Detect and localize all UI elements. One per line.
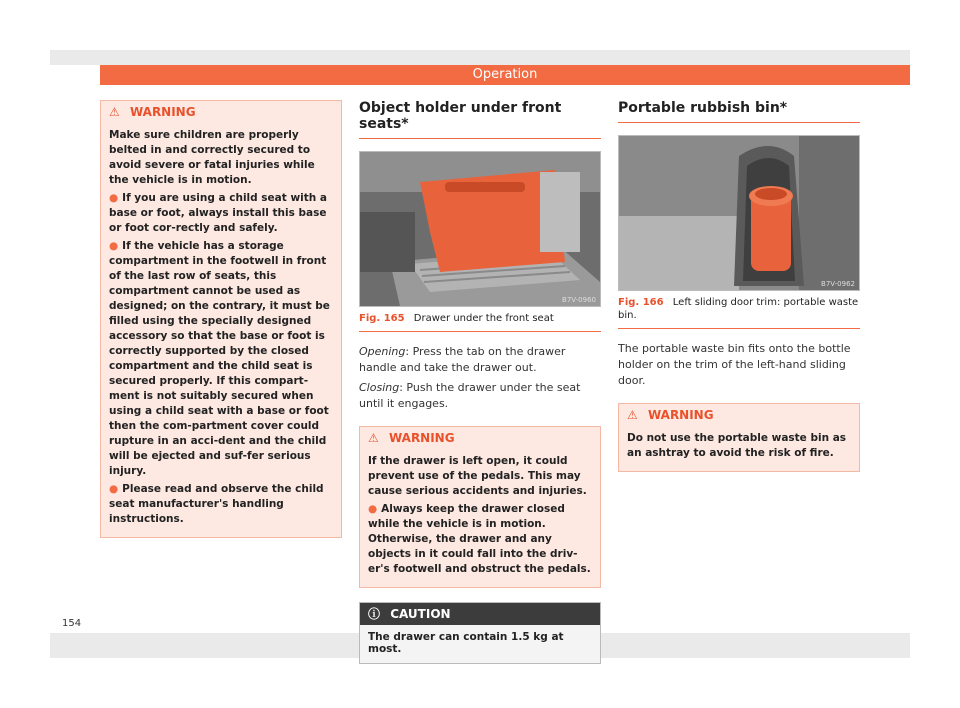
warning-bullet: ● If you are using a child seat with a base or foot, always install this base or foot cor-rectly and safely. (109, 192, 327, 234)
figure-caption (618, 291, 860, 329)
caution-body: The drawer can contain 1.5 kg at most. (360, 625, 600, 663)
bin-paragraph: The portable waste bin fits onto the bottle holder on the trim of the left-hand sliding door. (618, 342, 851, 387)
caution-box (359, 602, 601, 664)
section-title-rubbish-bin: Portable rubbish bin* (618, 100, 860, 123)
warning-header (101, 101, 341, 123)
figure-drawer-image (359, 151, 601, 307)
warning-box-bin (618, 403, 860, 472)
column-2 (359, 100, 601, 664)
warning-intro: If the drawer is left open, it could prevent use of the pedals. This may cause serious accidents and injuries. (368, 455, 587, 497)
warning-header (360, 427, 600, 449)
warning-bullet: ● Please read and observe the child seat manufacturer's handling instructions. (109, 483, 324, 525)
warning-triangle-icon: ⚠ (368, 431, 379, 445)
column-1 (100, 100, 342, 538)
figure-caption-text: Drawer under the front seat (413, 313, 554, 324)
warning-triangle-icon: ⚠ (109, 105, 120, 119)
bullet-icon: ● (109, 192, 119, 204)
drawer-illustration (360, 152, 600, 306)
warning-text: Do not use the portable waste bin as an ashtray to avoid the risk of fire. (627, 432, 847, 459)
column-3 (618, 100, 860, 472)
warning-intro: Make sure children are properly belted in and correctly secured to avoid severe or fatal injuries while the vehicle is in motion. (109, 129, 315, 186)
bin-illustration (619, 136, 859, 290)
warning-label: WARNING (388, 431, 455, 445)
warning-body (101, 123, 341, 537)
figure-code: B7V-0960 (562, 296, 596, 304)
figure-bin-image (618, 135, 860, 291)
warning-box-child-seat (100, 100, 342, 538)
warning-body (619, 426, 859, 471)
caution-label: CAUTION (390, 607, 451, 621)
figure-number: Fig. 166 (618, 297, 664, 308)
warning-triangle-icon: ⚠ (627, 408, 638, 422)
warning-body (360, 449, 600, 587)
bullet-icon: ● (109, 240, 119, 252)
figure-number: Fig. 165 (359, 313, 405, 324)
closing-paragraph: Closing: Push the drawer under the seat until it engages. (359, 381, 581, 410)
figure-code: B7V-0962 (821, 280, 855, 288)
caution-info-icon: ⓘ (368, 607, 381, 621)
section-title-object-holder: Object holder under front seats* (359, 100, 601, 139)
bullet-icon: ● (368, 503, 378, 515)
section-header: Operation (100, 65, 910, 85)
caution-header (360, 603, 600, 625)
warning-bullet: ● Always keep the drawer closed while the vehicle is in motion. Otherwise, the drawer and any objects in it could fall into the driv-er's footwell and obstruct the pedals. (368, 503, 591, 575)
warning-label: WARNING (129, 105, 196, 119)
figure-caption-text: Left sliding door trim: portable waste bin. (618, 297, 859, 321)
figure-caption (359, 307, 601, 332)
warning-label: WARNING (647, 408, 714, 422)
bullet-icon: ● (109, 483, 119, 495)
warning-box-drawer (359, 426, 601, 588)
warning-header (619, 404, 859, 426)
warning-bullet: ● If the vehicle has a storage compartment in the footwell in front of the last row of seats, this compartment cannot be used as designed; on the contrary, it must be filled using the specially designed accessory so that the base or foot is correctly supported by the closed compartment and the child seat is secured properly. If this compart-ment is not suitably secured when using a child seat with a base or foot then the com-partment cover could rupture in an acci-dent and the child will be ejected and suf-fer serious injury. (109, 240, 330, 477)
opening-paragraph: Opening: Press the tab on the drawer handle and take the drawer out. (359, 345, 566, 374)
page-number: 154 (62, 618, 82, 629)
